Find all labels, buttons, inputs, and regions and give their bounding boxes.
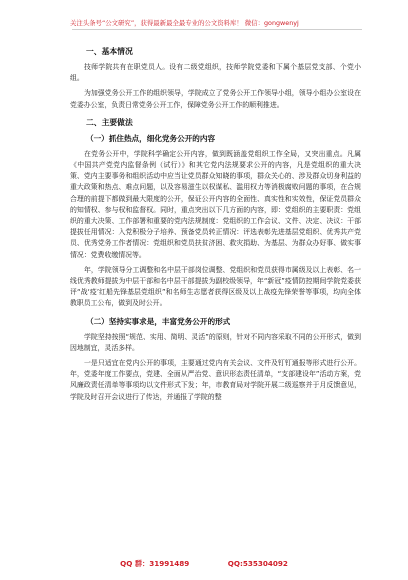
section-heading-basic: 一、基本情况 (86, 47, 133, 56)
subsection-heading-content: （一）抓住热点，细化党务公开的内容 (86, 133, 216, 143)
header-divider (72, 29, 362, 30)
footer-qq-group: QQ 群：31991489 (120, 559, 190, 568)
header-banner: 关注头条号“公文研究”，获得最新最全最专业的公文资料库！ 微信：gongwenyj (70, 19, 299, 27)
subsection-heading-form: （二）坚持实事求是，丰富党务公开的形式 (86, 316, 231, 326)
paragraph: 年，学院领导分工调整和名中层干部岗位调整、党组织和党员获得市属级及以上表彰、名一线优秀教师提拔为中层干部和名中层干部提拔为副校级领导，年“新冠”疫情防控期间学院党委获评“战‘疫’红船先锋基层党组织”和名师生志愿者获得区级及以上战疫先锋荣誉等事项，均向全体教职员工公布，做到及时公开。 (70, 265, 361, 308)
paragraph: 在党务公开中，学院科学确定公开内容，做到既涵盖党组织工作全局，又突出重点。凡属《中国共产党党内监督条例（试行）》和其它党内法规要求公开的内容，凡是党组织的重大决策、党内主要事务和组织活动中应当让党员群众知晓的事项，群众关心的、涉及群众切身利益的重大政策和热点、难点问题，以及容易滋生以权谋私、滥用权力等消极腐败问题的事项，在合规合理的前提下都做到最大限度的公开，保证公开内容的全面性、真实性和实效性，保证党员群众的知情权、参与权和监督权。同时，重点突出以下几方面的内容，即：党组织的主要职责：党组织的重大决策、工作部署和重要的党内法规制度：党组织的工作会议、文件、决定、决议：干部提拔任用情况：入党积极分子培养、预备党员转正情况：评选表彰先进基层党组织、优秀共产党员、优秀党务工作者情况：党组织和党员扶贫济困、救灾捐助、为基层、为群众办好事、做实事情况：党费收缴情况等。 (70, 149, 361, 259)
footer-contact (0, 559, 408, 569)
paragraph: 一是只适宜在党内公开的事项，主要通过党内有关会议、文件及钉钉通报等形式进行公开。年，党委年度工作要点，党建、全面从严治党、意识形态责任清单，“支部建设年”活动方案，党风廉政责任清单等事项均以文件形式下发；年，市教育局对学院开展二级巡察并于月反馈意见，学院及时召开会议进行了传达，并通报了学院的整 (70, 359, 361, 401)
footer-qq: QQ:535304092 (227, 559, 288, 568)
paragraph: 学院坚持按照“规范、实用、简明、灵活”的原则，针对不同内容采取不同的公开形式，做到因地制宜，灵活多样。 (70, 332, 361, 352)
paragraph: 为加强党务公开工作的组织领导，学院成立了党务公开工作领导小组，领导小组办公室设在党委办公室，负责日常党务公开工作，保障党务公开工作的顺利推进。 (70, 89, 361, 109)
paragraph: 技师学院共有在职党员人。设有二级党组织，技师学院党委和下属个基层党支部、个党小组。 (70, 63, 361, 83)
section-heading-practices: 二、主要做法 (86, 117, 133, 127)
document-body (70, 46, 361, 403)
